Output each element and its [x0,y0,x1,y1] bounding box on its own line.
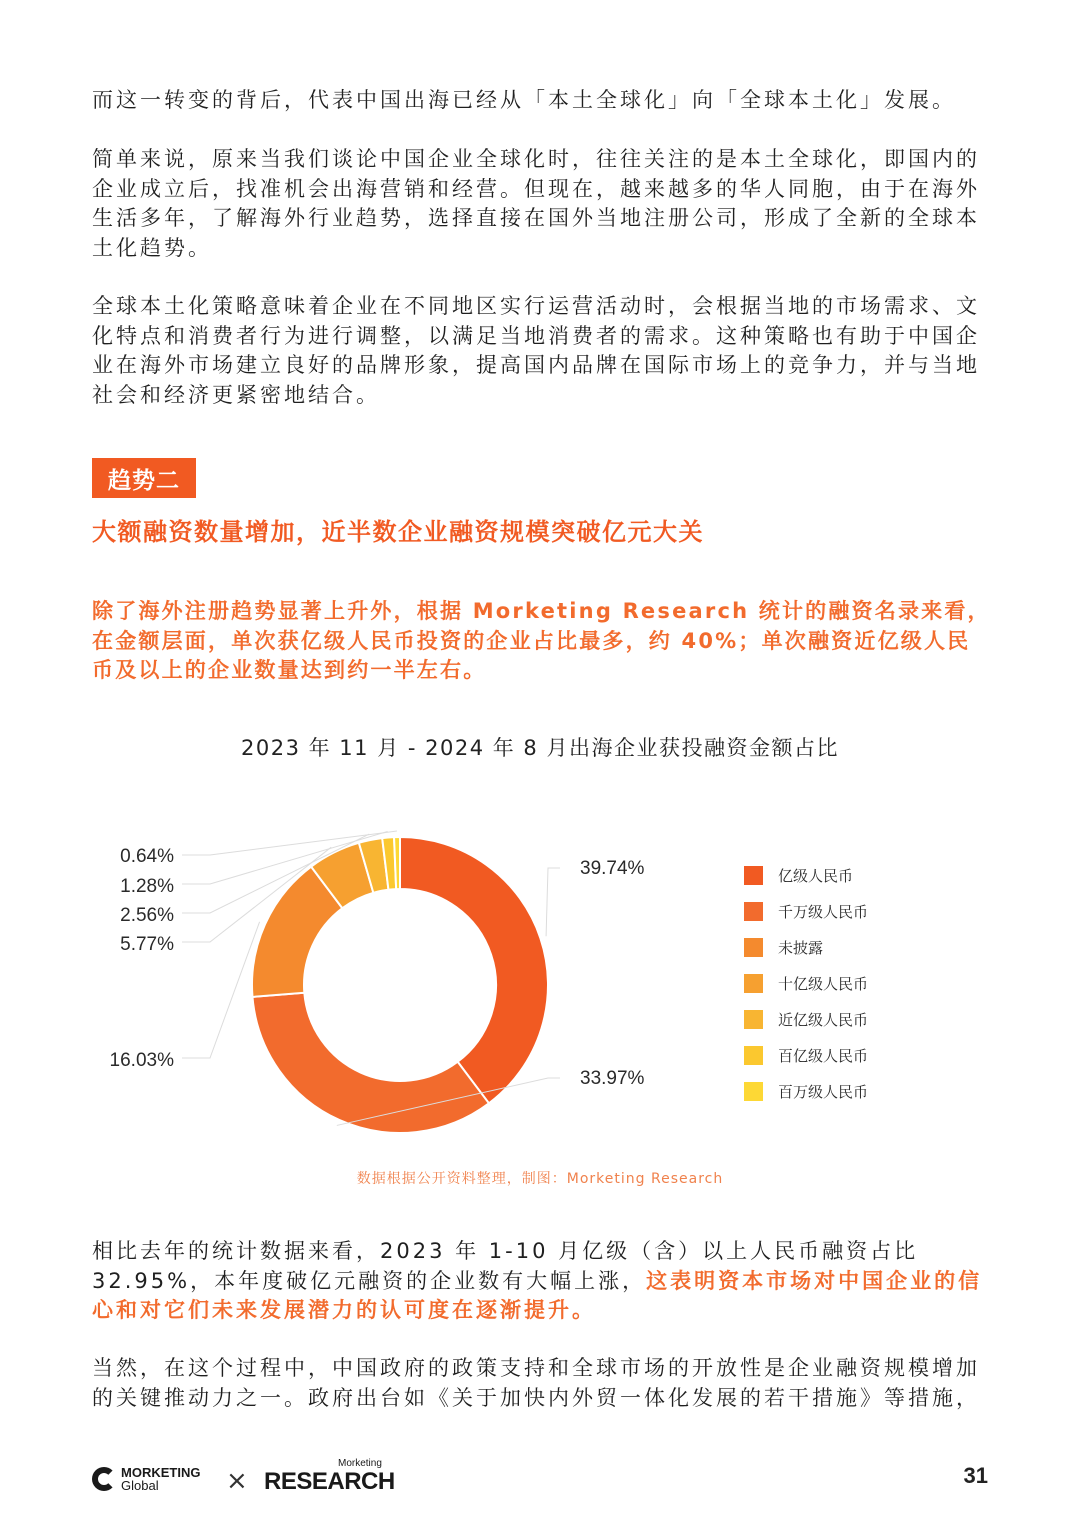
logo-text-line2: Global [121,1478,159,1493]
legend-label-2: 未披露 [778,939,824,957]
page-number: 31 [963,1463,988,1488]
donut-slice-1 [252,993,488,1133]
intro-paragraph-2: 简单来说，原来当我们谈论中国企业全球化时，往往关注的是本土全球化，即国内的企业成立后，找准机会出海营销和经营。但现在，越来越多的华人同胞，由于在海外生活多年，了解海外行业趋势，选择直接在国外当地注册公司，形成了全新的全球本土化趋势。 [92,147,980,260]
chart-source: 数据根据公开资料整理，制图：Morketing Research [356,1171,724,1187]
donut-slice-2 [252,867,342,997]
legend-label-5: 百亿级人民币 [778,1047,869,1065]
legend-label-0: 亿级人民币 [778,867,854,885]
morketing-logo-icon [92,1467,116,1491]
donut-slice-6 [394,837,400,889]
data-label-1: 33.97% [580,1068,645,1089]
data-label-0: 39.74% [580,858,645,879]
legend-swatch-6 [744,1082,763,1101]
body-paragraph-5: 当然，在这个过程中，中国政府的政策支持和全球市场的开放性是企业融资规模增加的关键推动力之一。政府出台如《关于加快内外贸一体化发展的若干措施》等措施， [92,1356,980,1410]
leader-line-6 [182,831,397,855]
p4-plain: 相比去年的统计数据来看，2023 年 1-10 月亿级（含）以上人民币融资占比 32.95%，本年度破亿元融资的企业数有大幅上涨， [92,1239,919,1293]
data-label-2: 16.03% [109,1050,174,1071]
donut-slice-4 [359,838,389,893]
leader-line-2 [182,922,260,1058]
donut-slice-3 [311,843,373,908]
data-label-3: 5.77% [120,934,174,955]
legend-swatch-1 [744,902,763,921]
leader-line-5 [182,831,388,884]
legend-swatch-0 [744,866,763,885]
p4-emphasis: 这表明资本市场对中国企业的信心和对它们未来发展潜力的认可度在逐渐提升。 [92,1268,983,1322]
morketing-global-logo [92,1462,200,1496]
donut-slice-0 [400,837,548,1103]
leader-line-0 [546,868,560,936]
section-headline: 大额融资数量增加，近半数企业融资规模突破亿元大关 [92,518,704,546]
body-paragraph-4 [92,1237,992,1326]
logo-text-line1: MORKETING [121,1465,201,1480]
logo2-big-text: RESEARCH [264,1468,395,1495]
trend-badge: 趋势二 [92,458,196,498]
highlight-paragraph: 除了海外注册趋势显著上升外，根据 Morketing Research 统计的融资名录来看，在金额层面，单次获亿级人民币投资的企业占比最多，约 40%；单次融资近亿级人民币及以上的企业数量达到约一半左右。 [92,599,991,682]
chart-title: 2023 年 11 月 - 2024 年 8 月出海企业获投融资金额占比 [241,736,839,760]
intro-paragraph-3: 全球本土化策略意味着企业在不同地区实行运营活动时，会根据当地的市场需求、文化特点和消费者行为进行调整，以满足当地消费者的需求。这种策略也有助于中国企业在海外市场建立良好的品牌形象，提高国内品牌在国际市场上的竞争力，并与当地社会和经济更紧密地结合。 [92,294,980,407]
legend-label-1: 千万级人民币 [778,903,869,921]
legend-swatch-2 [744,938,763,957]
data-label-5: 1.28% [120,876,174,897]
leader-line-3 [182,847,331,942]
legend-label-4: 近亿级人民币 [778,1011,869,1029]
legend-label-3: 十亿级人民币 [778,975,869,993]
legend-swatch-5 [744,1046,763,1065]
data-label-6: 0.64% [120,846,174,867]
cross-icon: × [226,1466,248,1496]
legend-swatch-4 [744,1010,763,1029]
logo2-small-text: Morketing [338,1458,382,1469]
legend-label-6: 百万级人民币 [778,1083,869,1101]
legend-swatch-3 [744,974,763,993]
donut-slice-5 [382,837,396,890]
leader-line-1 [337,1078,560,1125]
data-label-4: 2.56% [120,905,174,926]
intro-paragraph-1: 而这一转变的背后，代表中国出海已经从「本土全球化」向「全球本土化」发展。 [92,88,956,112]
leader-line-4 [182,834,369,913]
